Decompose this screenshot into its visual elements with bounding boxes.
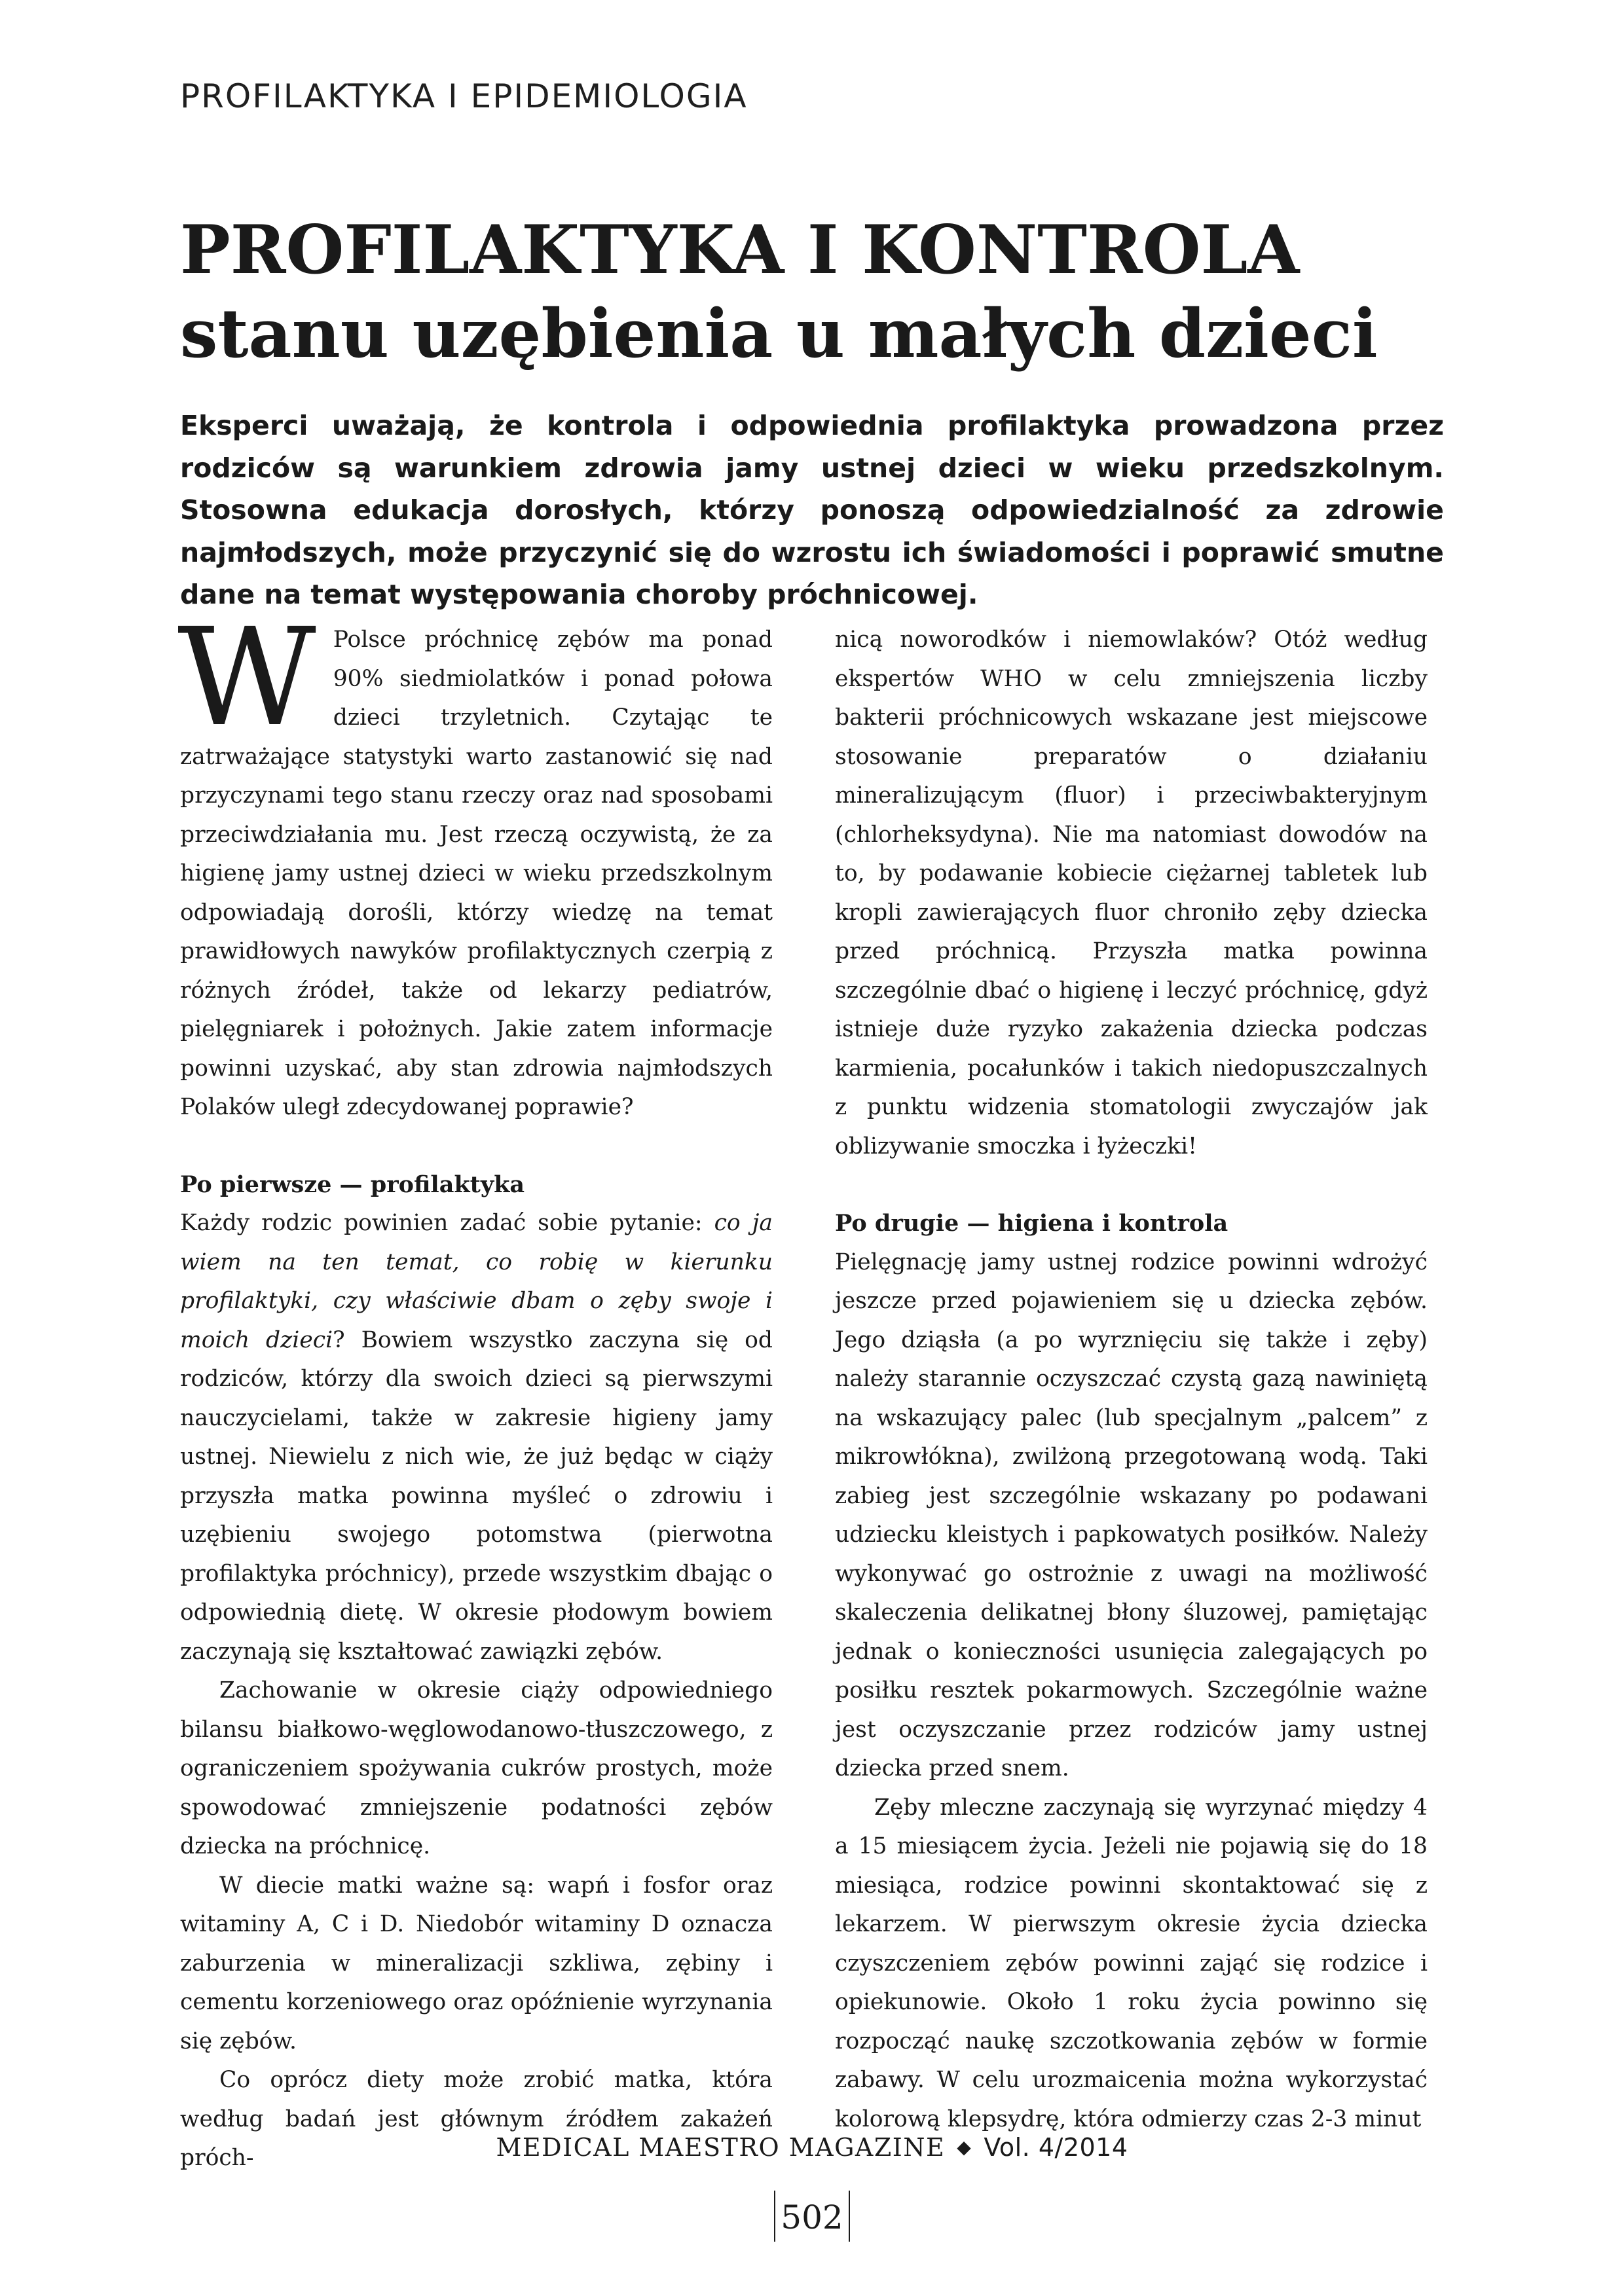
heading-profilaktyka: Po pierwsze — profilaktyka (180, 1171, 525, 1198)
paragraph-italic-text: co ja wiem na ten temat, co robię w kierunku profilaktyki, czy właściwie dbam o zęby swoje i moich dzieci (180, 1210, 773, 1353)
title-line-2: stanu uzębienia u małych dzieci (180, 295, 1378, 373)
page-number (0, 2195, 1624, 2246)
drop-cap: W (177, 599, 316, 756)
right-column (835, 621, 1428, 2139)
page-number-bar-left (774, 2191, 775, 2242)
section-label: PROFILAKTYKA I EPIDEMIOLOGIA (180, 77, 748, 115)
paragraph: Zachowanie w okresie ciąży odpowiedniego bilansu białkowo-węglowodanowo-tłuszczowego, z ograniczeniem spożywania cukrów prostych, może spowodować zmniejszenie podatności zębów dziecka na próchnicę. (180, 1677, 773, 1859)
article-title (180, 208, 1457, 376)
heading-higiena: Po drugie — higiena i kontrola (835, 1210, 1228, 1237)
volume-label: Vol. 4/2014 (984, 2133, 1128, 2162)
left-column (177, 599, 773, 2178)
title-line-1: PROFILAKTYKA I KONTROLA (180, 211, 1300, 289)
lead-paragraph: Eksperci uważają, że kontrola i odpowiednia profilaktyka prowadzona przez rodziców są warunkiem zdrowia jamy ustnej dzieci w wieku przedszkolnym. Stosowna edukacja dorosłych, którzy ponoszą odpowiedzialność za zdrowie najmłodszych, może przyczynić się do wzrostu ich świadomości i poprawić smutne dane na temat występowania choroby próchnicowej. (180, 410, 1444, 610)
paragraph: W diecie matki ważne są: wapń i fosfor oraz witaminy A, C i D. Niedobór witaminy D oznacza zaburzenia w mineralizacji szkliwa, zębiny i cementu korzeniowego oraz opóźnienie wyrzynania się zębów. (180, 1872, 773, 2054)
footer (0, 2133, 1624, 2162)
page-number-bar-right (849, 2191, 850, 2242)
paragraph: Co oprócz diety może zrobić matka, która według badań jest głównym źródłem zakażeń próch- (180, 2067, 773, 2171)
diamond-separator-icon: ◆ (957, 2136, 972, 2158)
intro-text: Polsce próchnicę zębów ma ponad 90% siedmiolatków i ponad połowa dzieci trzyletnich. Czytając te zatrważające statystyki warto zastanowić się nad przyczynami tego stanu rzeczy oraz nad sposobami przeciwdziałania mu. Jest rzeczą oczywistą, że za higienę jamy ustnej dzieci w wieku przedszkolnym odpowiadają dorośli, którzy wiedzę na temat prawidłowych nawyków profilaktycznych czerpią z różnych źródeł, także od lekarzy pediatrów, pielęgniarek i położnych. Jakie zatem informacje powinni uzyskać, aby stan zdrowia najmłodszych Polaków uległ zdecydowanej poprawie? (180, 627, 773, 1120)
intro-paragraph (177, 599, 773, 1127)
magazine-name: MEDICAL MAESTRO MAGAZINE (496, 2133, 946, 2162)
page-number-value: 502 (781, 2198, 843, 2236)
paragraph: nicą noworodków i niemowlaków? Otóż według ekspertów WHO w celu zmniejszenia liczby bakterii próchnicowych wskazane jest miejscowe stosowanie preparatów o działaniu mineralizującym (fluor) i przeciwbakteryjnym (chlorheksydyna). Nie ma natomiast dowodów na to, by podawanie kobiecie ciężarnej tabletek lub kropli zawierających fluor chroniło zęby dziecka przed próchnicą. Przyszła matka powinna szczególnie dbać o higienę i leczyć próchnicę, gdyż istnieje duże ryzyko zakażenia dziecka podczas karmienia, pocałunków i takich niedopuszczalnych z punktu widzenia stomatologii zwyczajów jak oblizywanie smoczka i łyżeczki! (835, 627, 1428, 1159)
paragraph-text: Każdy rodzic powinien zadać sobie pytanie: (180, 1210, 714, 1236)
paragraph-text: ? Bowiem wszystko zaczyna się od rodziców, którzy dla swoich dzieci są pierwszymi nauczycielami, także w zakresie higieny jamy ustnej. Niewielu z nich wie, że już będąc w ciąży przyszła matka powinna myśleć o zdrowiu i uzębieniu swojego potomstwa (pierwotna profilaktyka próchnicy), przede wszystkim dbając o odpowiednią dietę. W okresie płodowym bowiem zaczynają się kształtować zawiązki zębów. (180, 1326, 773, 1665)
paragraph (180, 1204, 773, 1671)
paragraph: Pielęgnację jamy ustnej rodzice powinni wdrożyć jeszcze przed pojawieniem się u dziecka zębów. Jego dziąsła (a po wyrznięciu się także i zęby) należy starannie oczyszczać czystą gazą nawiniętą na wskazujący palec (lub specjalnym „palcem” z mikrowłókna), zwilżoną przegotowaną wodą. Taki zabieg jest szczególnie wskazany po podawani udziecku kleistych i papkowatych posiłków. Należy wykonywać go ostrożnie z uwagi na możliwość skaleczenia delikatnej błony śluzowej, pamiętając jednak o konieczności usunięcia zalegających po posiłku resztek pokarmowych. Szczególnie ważne jest oczyszczanie przez rodziców jamy ustnej dziecka przed snem. (835, 1248, 1428, 1781)
paragraph: Zęby mleczne zaczynają się wyrzynać między 4 a 15 miesiącem życia. Jeżeli nie pojawią się do 18 miesiąca, rodzice powinni skontaktować się z lekarzem. W pierwszym okresie życia dziecka czyszczeniem zębów powinni zająć się rodzice i opiekunowie. Około 1 roku życia powinno się rozpocząć naukę szczotkowania zębów w formie zabawy. W celu urozmaicenia można wykorzystać kolorową klepsydrę, która odmierzy czas 2-3 minut (835, 1794, 1428, 2132)
